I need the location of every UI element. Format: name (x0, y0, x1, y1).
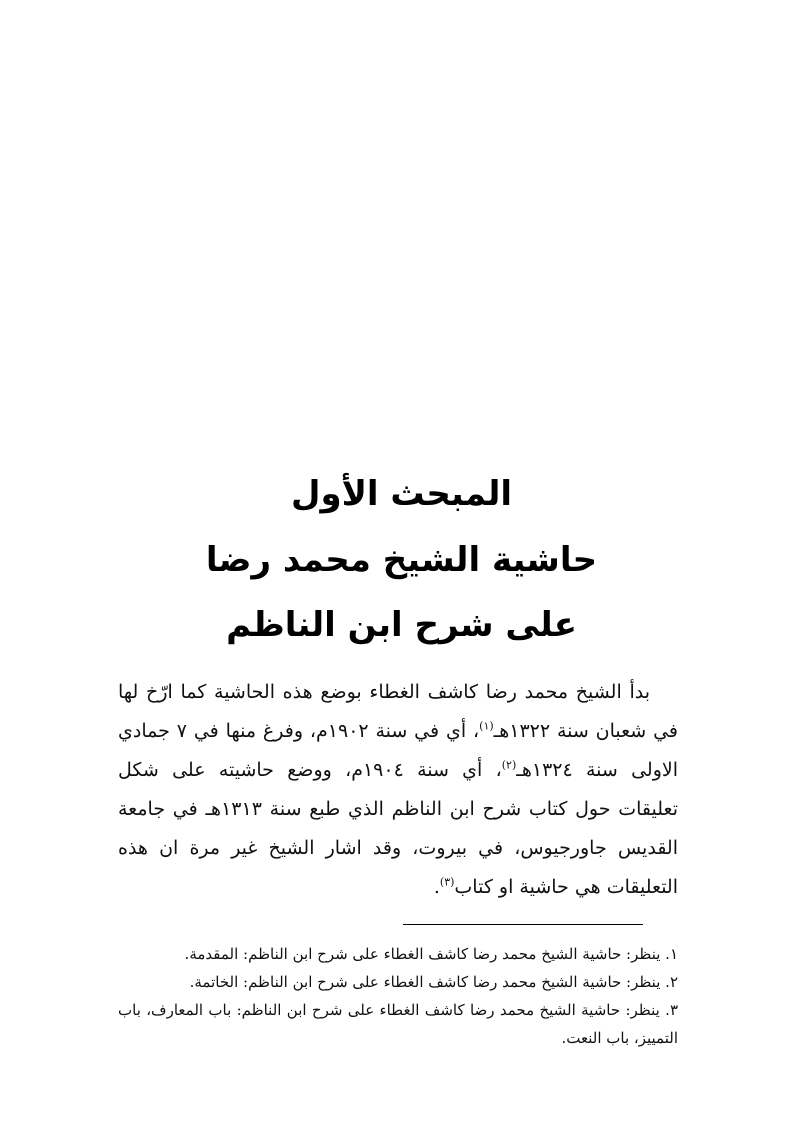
body-segment-2: ، أي في سنة ١٩٠٢م، وفرغ منها في ٧ جمادي الاولى سنة ١٣٢٤هـ (118, 720, 678, 781)
footnote-1: ١. ينظر: حاشية الشيخ محمد رضا كاشف الغطاء على شرح ابن الناظم: المقدمة. (184, 945, 678, 963)
section-heading: المبحث الأول (290, 474, 513, 514)
section-subtitle: على شرح ابن الناظم (226, 605, 577, 645)
body-end: . (433, 876, 440, 898)
footnote-ref-1: (١) (479, 719, 494, 733)
section-title: حاشية الشيخ محمد رضا (205, 540, 598, 580)
footnote-3: ٣. ينظر: حاشية الشيخ محمد رضا كاشف الغطاء على شرح ابن الناظم: باب المعارف، باب التمييز، باب النعت. (118, 1001, 678, 1047)
body-segment-3: ، أي سنة ١٩٠٤م، ووضع حاشيته على شكل تعليقات حول كتاب شرح ابن الناظم الذي طبع سنة ١٣١٣هـ في جامعة القديس جاورجيوس، في بيروت، وقد اشار الشيخ غير مرة ان هذه التعليقات هي حاشية او كتاب (118, 759, 679, 898)
body-paragraph (118, 673, 678, 907)
footnote-2: ٢. ينظر: حاشية الشيخ محمد رضا كاشف الغطاء على شرح ابن الناظم: الخاتمة. (189, 973, 678, 991)
footnote-separator (403, 924, 643, 925)
footnotes (118, 940, 678, 1052)
body-segment-1: بدأ الشيخ محمد رضا كاشف الغطاء بوضع هذه الحاشية كما ارّخ لها في شعبان سنة ١٣٢٢هـ (118, 681, 679, 742)
footnote-ref-3: (٣) (439, 875, 455, 889)
footnote-ref-2: (٢) (501, 758, 517, 772)
